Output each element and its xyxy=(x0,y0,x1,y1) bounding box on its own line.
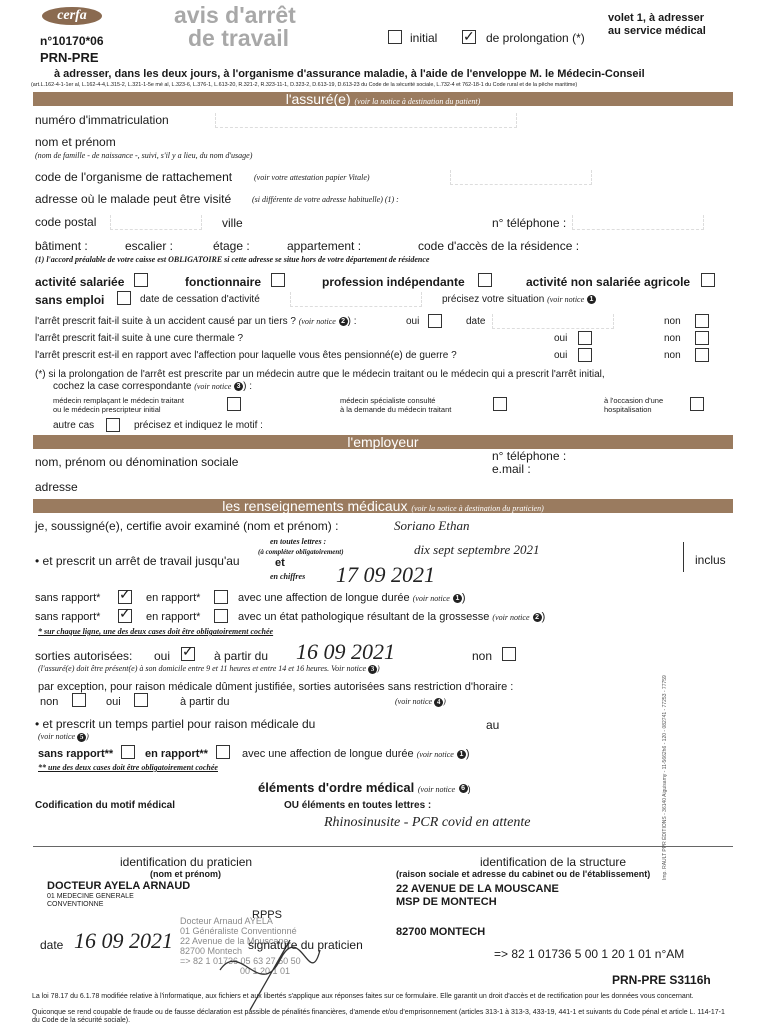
etage-label: étage : xyxy=(213,239,250,253)
sorties-a-partir-label: à partir du xyxy=(214,649,269,663)
notice-2b-icon: 2 xyxy=(533,613,542,622)
form-title-line2: de travail xyxy=(188,25,289,51)
notice-4-icon: 4 xyxy=(434,698,443,707)
domicile-note-text: (l'assuré(e) doit être présent(e) à son domicile entre 9 et 11 heures et entre 14 et 16 heures. Voir notice xyxy=(38,664,366,673)
ordre-medical-title: éléments d'ordre médical (voir notice 6 ) xyxy=(258,780,471,795)
precisez-situation-text: précisez votre situation xyxy=(442,294,545,305)
am-number: => 82 1 01736 5 00 1 20 1 01 n°AM xyxy=(494,947,685,961)
precisez-motif-label: précisez et indiquez le motif : xyxy=(134,420,263,431)
adresse-visite-note: (si différente de votre adresse habituelle) (1) : xyxy=(252,195,399,204)
employeur-nom-label: nom, prénom ou dénomination sociale xyxy=(35,455,239,469)
toutes-lettres-label: en toutes lettres : xyxy=(270,537,327,546)
en-rapport-grossesse-label: en rapport* xyxy=(146,611,201,623)
q-tiers-date-label: date xyxy=(466,316,486,327)
activite-salariee-label: activité salariée xyxy=(35,275,125,289)
exception-non-label: non xyxy=(40,696,59,708)
prescrit-label: • et prescrit un arrêt de travail jusqu'au xyxy=(35,554,240,568)
temps-partiel-label: • et prescrit un temps partiel pour raison médicale du xyxy=(35,717,316,731)
sorties-label: sorties autorisées: xyxy=(35,649,133,663)
hospit-line1: à l'occasion d'une xyxy=(604,396,664,405)
footer-legal-2: Quiconque se rend coupable de fraude ou de fausse déclaration est passible de pénalités financières, d'amende et/ou d'emprisonnement (articles 313-1 à 313-3, 433-19, 441-1 et suivants du Code pénal et article L. 114-17-1 du Code de la sécurité sociale). xyxy=(32,1009,725,1024)
ville-label: ville xyxy=(222,216,243,230)
exception-non-checkbox[interactable] xyxy=(72,693,86,707)
q-guerre-non-checkbox[interactable] xyxy=(695,348,709,362)
en-chiffres-label: en chiffres xyxy=(270,572,306,581)
hospit-line2: hospitalisation xyxy=(604,405,652,414)
ald2-label: avec une affection de longue durée (voir notice 1 ) xyxy=(242,748,470,760)
sorties-non-checkbox[interactable] xyxy=(502,647,516,661)
sorties-non-label: non xyxy=(472,649,493,663)
volet-line2: au service médical xyxy=(608,25,706,37)
praticien-sub: (nom et prénom) xyxy=(150,869,221,879)
notice-3-icon: 3 xyxy=(234,382,243,391)
voir-notice-1: (voir notice xyxy=(547,295,585,304)
footer-legal-1: La loi 78.17 du 6.1.78 modifiée relative à l'informatique, aux fichiers et aux libertés s'applique aux réponses faites sur ce formulaire. Elle garantit un droit d'accès et de rectification pour les données vous concernant. xyxy=(32,993,694,1000)
fonctionnaire-checkbox[interactable] xyxy=(271,273,285,287)
sorties-oui-label: oui xyxy=(154,649,171,663)
code-acces-label: code d'accès de la résidence : xyxy=(418,239,580,253)
activite-agricole-checkbox[interactable] xyxy=(701,273,715,287)
sans-rapport2-checkbox[interactable] xyxy=(121,745,135,759)
notice-6-icon: 6 xyxy=(459,784,468,793)
ald-text: avec une affection de longue durée xyxy=(238,592,410,604)
nom-note: (nom de famille - de naissance -, suivi, s'il y a lieu, du nom d'usage) xyxy=(35,151,253,160)
q-guerre-oui-checkbox[interactable] xyxy=(578,348,592,362)
stamp-line-1: Docteur Arnaud AYELA xyxy=(180,916,273,926)
q-thermale-non-label: non xyxy=(664,333,681,344)
section-medical xyxy=(33,499,733,513)
rpps-label: RPPS xyxy=(252,909,282,921)
initial-checkbox[interactable] xyxy=(388,30,402,44)
date-cessation-label: date de cessation d'activité xyxy=(140,294,260,305)
star-note: * sur chaque ligne, une des deux cases doit être obligatoirement cochée xyxy=(38,627,274,636)
en-rapport2-checkbox[interactable] xyxy=(216,745,230,759)
q-tiers-text: l'arrêt prescrit fait-il suite à un accident causé par un tiers ? xyxy=(35,316,296,327)
immatriculation-label: numéro d'immatriculation xyxy=(35,113,169,127)
stamp-line-6: 00 1 20 1 01 xyxy=(240,966,291,976)
q-thermale-label: l'arrêt prescrit fait-il suite à une cure thermale ? xyxy=(35,333,244,344)
section-medical-title: les renseignements médicaux xyxy=(222,498,408,514)
escalier-label: escalier : xyxy=(125,239,174,253)
sans-rapport2-label: sans rapport** xyxy=(38,748,114,760)
structure-city: 82700 MONTECH xyxy=(396,926,486,938)
stamp-line-2: 01 Généraliste Conventionné xyxy=(180,926,297,936)
activite-salariee-checkbox[interactable] xyxy=(134,273,148,287)
inclus-bracket xyxy=(683,542,684,572)
form-code: PRN-PRE xyxy=(40,50,99,65)
q-thermale-oui-checkbox[interactable] xyxy=(578,331,592,345)
signature-label: signature du praticien xyxy=(248,938,363,952)
profession-independante-label: profession indépendante xyxy=(322,275,465,289)
praticien-title: identification du praticien xyxy=(120,855,253,869)
autre-cas-checkbox[interactable] xyxy=(106,418,120,432)
ald-label: avec une affection de longue durée (voir notice 1 ) xyxy=(238,592,466,604)
voir-notice-4: (voir notice 4 ) xyxy=(395,697,446,706)
grossesse-text: avec un état pathologique résultant de la grossesse xyxy=(238,611,490,623)
initial-label: initial xyxy=(410,31,438,45)
check-mark-icon: ✓ xyxy=(182,643,194,659)
notice-2-icon: 2 xyxy=(339,317,348,326)
ordre-medical-title-text: éléments d'ordre médical xyxy=(258,780,415,795)
q-guerre-label: l'arrêt prescrit est-il en rapport avec l'affection pour laquelle vous êtes pensionné(e) de guerre ? xyxy=(35,350,457,361)
notice-5-icon: 5 xyxy=(77,733,86,742)
section-medical-note: (voir la notice à destination du praticien) xyxy=(411,504,544,513)
employeur-telephone-label: n° téléphone : xyxy=(492,449,567,463)
section-assure-title: l'assuré(e) xyxy=(285,91,351,107)
precisez-situation-label xyxy=(442,294,596,305)
divider-line xyxy=(33,846,733,847)
prolongation-label: de prolongation (*) xyxy=(486,31,585,45)
exception-a-partir-label: à partir du xyxy=(180,696,230,708)
section-employeur xyxy=(33,435,733,449)
telephone-label: n° téléphone : xyxy=(492,216,567,230)
praticien-spec-1: 01 MEDECINE GENERALE xyxy=(47,893,134,900)
side-print: Imp. RAULT PPR ÉDITIONS - 36140 Aiguisamy - 11-5662h6 - 120 - 082741 - 77253 - 77759 xyxy=(662,675,668,880)
structure-addr-1: 22 AVENUE DE LA MOUSCANE xyxy=(396,883,559,895)
check-mark-icon: ✓ xyxy=(119,586,131,602)
stamp-line-3: 22 Avenue de la Mouscane xyxy=(180,936,289,946)
voir-notice-4-text: (voir notice xyxy=(395,697,433,706)
temps-partiel-au-label: au xyxy=(486,718,500,732)
sans-rapport-ald-label: sans rapport* xyxy=(35,592,101,604)
q-tiers-date-field[interactable] xyxy=(492,314,614,329)
accord-note: (1) l'accord préalable de votre caisse est OBLIGATOIRE si cette adresse se situe hors de votre département de résidence xyxy=(35,255,430,264)
patient-name[interactable]: Soriano Ethan xyxy=(394,518,470,533)
q-tiers-label: l'arrêt prescrit fait-il suite à un accident causé par un tiers ? (voir notice 2 ) : xyxy=(35,316,357,327)
adresse-visite-label: adresse où le malade peut être visité xyxy=(35,192,232,206)
section-assure xyxy=(33,92,733,106)
code-postal-label: code postal xyxy=(35,215,97,229)
batiment-label: bâtiment : xyxy=(35,239,88,253)
specialiste-line1: médecin spécialiste consulté xyxy=(340,396,436,405)
notice-1-icon: 1 xyxy=(587,295,596,304)
specialiste-line2: à la demande du médecin traitant xyxy=(340,405,452,414)
structure-title: identification de la structure xyxy=(480,855,627,869)
en-rapport-grossesse-checkbox[interactable] xyxy=(214,609,228,623)
ou-elements-label: OU éléments en toutes lettres : xyxy=(284,800,432,811)
voir-notice-2: (voir notice xyxy=(298,317,336,326)
praticien-spec-2: CONVENTIONNE xyxy=(47,901,104,908)
q-tiers-oui-checkbox[interactable] xyxy=(428,314,442,328)
remplacant-checkbox[interactable] xyxy=(227,397,241,411)
stamp-line-4: 82700 Montech xyxy=(180,946,243,956)
form-number: n°10170*06 xyxy=(40,34,104,48)
remplacant-line2: ou le médecin prescripteur initial xyxy=(53,405,161,414)
en-rapport2-label: en rapport** xyxy=(145,748,208,760)
organisme-note: (voir votre attestation papier Vitale) xyxy=(254,173,370,182)
star2-note: ** une des deux cases doit être obligatoirement cochée xyxy=(38,763,218,772)
structure-addr-2: MSP DE MONTECH xyxy=(396,896,497,908)
organisme-label: code de l'organisme de rattachement xyxy=(35,170,233,184)
remplacant-line1: médecin remplaçant le médecin traitant xyxy=(53,396,184,405)
signature-date[interactable]: 16 09 2021 xyxy=(74,928,173,953)
employeur-adresse-label: adresse xyxy=(35,480,78,494)
grossesse-label: avec un état pathologique résultant de la grossesse (voir notice 2 ) xyxy=(238,611,546,623)
check-mark-icon: ✓ xyxy=(463,28,475,44)
exception-oui-label: oui xyxy=(106,696,121,708)
check-mark-icon: ✓ xyxy=(119,605,131,621)
voir-notice-5-text: (voir notice xyxy=(38,732,76,741)
voir-notice-6: (voir notice xyxy=(417,785,455,794)
q-thermale-non-checkbox[interactable] xyxy=(695,331,709,345)
date-letters[interactable]: dix sept septembre 2021 xyxy=(414,542,540,557)
et-label: et xyxy=(275,557,285,569)
prolong-note-1: (*) si la prolongation de l'arrêt est prescrite par un médecin autre que le médecin traitant ou le médecin qui a prescrit l'arrêt initial, xyxy=(35,369,605,380)
profession-independante-checkbox[interactable] xyxy=(478,273,492,287)
codification-label: Codification du motif médical xyxy=(35,800,176,811)
legal-articles: (art.L.162-4-1-1er al, L.162-4-4,L.315-2, L.321-1-5e mé al, L.323-6, L.376-1, L.613-20, R.321-2, R.323-11-1, D.323-2, D.613-19, D.613-23 du Code de la sécurité sociale, L.732-4 et 762-18-1 du Code rural et de la pêche maritime) xyxy=(31,82,578,88)
instruction-line: à adresser, dans les deux jours, à l'organisme d'assurance maladie, à l'aide de l'enveloppe M. le Médecin-Conseil xyxy=(54,68,645,80)
form-title-line1: avis d'arrêt xyxy=(174,2,296,28)
voir-notice-ald2: (voir notice xyxy=(416,750,454,759)
date-cessation-field[interactable] xyxy=(290,292,422,307)
appartement-label: appartement : xyxy=(287,239,362,253)
stamp-line-5: => 82 1 01736 05 63 27 50 50 xyxy=(180,956,301,966)
ald2-text: avec une affection de longue durée xyxy=(242,748,414,760)
specialiste-checkbox[interactable] xyxy=(493,397,507,411)
q-tiers-non-checkbox[interactable] xyxy=(695,314,709,328)
voir-notice-5: (voir notice 5 ) xyxy=(38,732,89,741)
notice-3b-icon: 3 xyxy=(368,665,377,674)
praticien-name: DOCTEUR AYELA ARNAUD xyxy=(47,880,191,892)
cerfa-logo: cerfa xyxy=(42,7,102,25)
q-guerre-non-label: non xyxy=(664,350,681,361)
autre-cas-label: autre cas xyxy=(53,420,95,431)
volet-line1: volet 1, à adresser xyxy=(608,12,705,24)
prolong-note-2-text: cochez la case correspondante xyxy=(53,381,192,392)
nom-prenom-label: nom et prénom xyxy=(35,135,116,149)
date-digits[interactable]: 17 09 2021 xyxy=(336,562,435,587)
section-assure-note: (voir la notice à destination du patient) xyxy=(354,97,481,106)
sans-emploi-checkbox[interactable] xyxy=(117,291,131,305)
voir-notice-3: (voir notice xyxy=(194,382,232,391)
structure-sub: (raison sociale et adresse du cabinet ou de l'établissement) xyxy=(396,869,651,879)
date-label: date xyxy=(40,938,64,952)
immatriculation-field[interactable] xyxy=(215,113,517,128)
code-postal-field[interactable] xyxy=(110,215,202,230)
activite-agricole-label: activité non salariée agricole xyxy=(526,275,691,289)
section-employeur-title: l'employeur xyxy=(347,434,419,450)
exception-label: par exception, pour raison médicale dûment justifiée, sorties autorisées sans restriction d'horaire : xyxy=(38,681,514,693)
q-tiers-oui-label: oui xyxy=(406,316,420,327)
hospit-checkbox[interactable] xyxy=(690,397,704,411)
notice-1b-icon: 1 xyxy=(453,594,462,603)
notice-1c-icon: 1 xyxy=(457,750,466,759)
q-tiers-non-label: non xyxy=(664,316,681,327)
q-guerre-oui-label: oui xyxy=(554,350,568,361)
sans-rapport-grossesse-label: sans rapport* xyxy=(35,611,101,623)
inclus-label: inclus xyxy=(695,553,726,567)
fonctionnaire-label: fonctionnaire xyxy=(185,275,262,289)
sorties-date[interactable]: 16 09 2021 xyxy=(296,639,395,664)
q-thermale-oui-label: oui xyxy=(554,333,568,344)
en-rapport-ald-label: en rapport* xyxy=(146,592,201,604)
en-rapport-ald-checkbox[interactable] xyxy=(214,590,228,604)
footer-code: PRN-PRE S3116h xyxy=(612,973,711,987)
telephone-field[interactable] xyxy=(572,215,704,230)
voir-notice-grossesse: (voir notice xyxy=(492,613,530,622)
exception-oui-checkbox[interactable] xyxy=(134,693,148,707)
motif-medical-text[interactable]: Rhinosinusite - PCR covid en attente xyxy=(324,815,531,830)
sans-emploi-label: sans emploi xyxy=(35,293,105,307)
prolong-note-2: cochez la case correspondante (voir notice 3 ) : xyxy=(53,381,252,392)
certifie-label: je, soussigné(e), certifie avoir examiné (nom et prénom) : xyxy=(35,519,339,533)
employeur-email-label: e.mail : xyxy=(492,462,531,476)
organisme-field[interactable] xyxy=(450,170,592,185)
voir-notice-ald: (voir notice xyxy=(412,594,450,603)
completer-note: (à compléter obligatoirement) xyxy=(258,548,344,556)
domicile-note: (l'assuré(e) doit être présent(e) à son domicile entre 9 et 11 heures et entre 14 et 16 heures. Voir notice 3 ) xyxy=(38,664,380,673)
